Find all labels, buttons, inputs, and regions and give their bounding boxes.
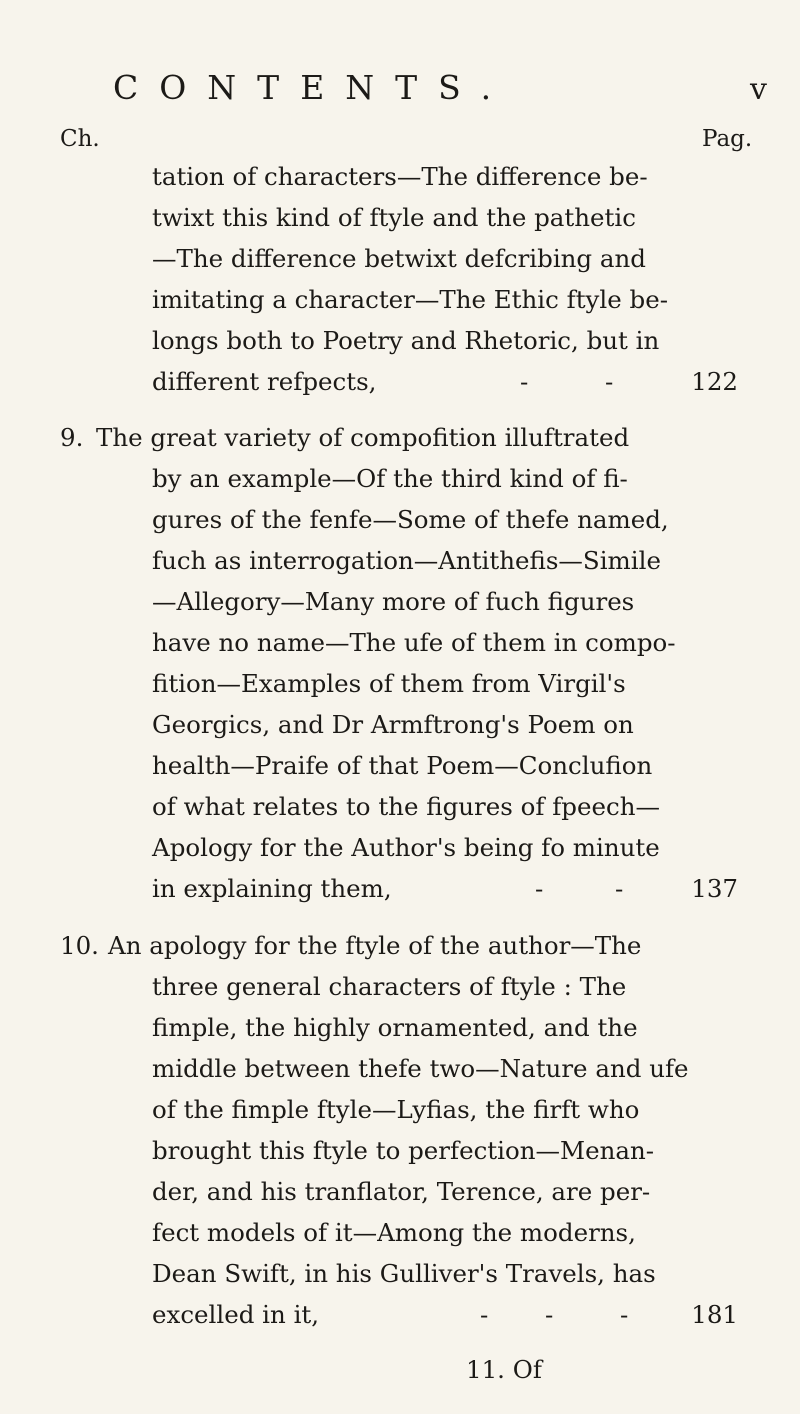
- entry-line: of the fimple ftyle—Lyfias, the firft who: [152, 1095, 640, 1124]
- entry-line: The great variety of compofition illuftrated: [96, 423, 630, 452]
- entry-number: 9.: [60, 423, 84, 452]
- leader-dash: -: [620, 1300, 629, 1329]
- entry-line: der, and his tranflator, Terence, are per-: [152, 1177, 651, 1206]
- entry-line: three general characters of ftyle : The: [152, 972, 627, 1001]
- entry-line: —The difference betwixt defcribing and: [152, 244, 646, 273]
- leader-dash: -: [615, 874, 624, 903]
- entry-page: 181: [691, 1300, 738, 1329]
- entry-line: imitating a character—The Ethic ftyle be-: [152, 285, 668, 314]
- entry-line: fect models of it—Among the moderns,: [152, 1218, 636, 1247]
- entry-line: of what relates to the figures of fpeech—: [152, 792, 660, 821]
- entry-line: middle between thefe two—Nature and ufe: [152, 1054, 689, 1083]
- page-column-label: Pag.: [702, 126, 753, 152]
- entry-line: Georgics, and Dr Armftrong's Poem on: [152, 710, 634, 739]
- entry-line: longs both to Poetry and Rhetoric, but in: [152, 326, 660, 355]
- leader-dash: -: [605, 367, 614, 396]
- entry-line: Apology for the Author's being fo minute: [152, 833, 660, 862]
- entry-page: 122: [691, 367, 738, 396]
- entry-line: An apology for the ftyle of the author—The: [108, 931, 642, 960]
- entry-line: tation of characters—The difference be-: [152, 162, 648, 191]
- entry-line: different refpects,: [152, 367, 377, 396]
- entry-line: fition—Examples of them from Virgil's: [152, 669, 626, 698]
- entry-line: —Allegory—Many more of fuch figures: [152, 587, 635, 616]
- leader-dash: -: [480, 1300, 489, 1329]
- entry-page: 137: [691, 874, 738, 903]
- entry-line: excelled in it,: [152, 1300, 320, 1329]
- leader-dash: -: [520, 367, 529, 396]
- entry-line: by an example—Of the third kind of fi-: [152, 464, 628, 493]
- page-number: v: [750, 72, 767, 107]
- catchword: 11. Of: [466, 1355, 542, 1384]
- entry-line: brought this ftyle to perfection—Menan-: [152, 1136, 655, 1165]
- entry-line: Dean Swift, in his Gulliver's Travels, has: [152, 1259, 656, 1288]
- entry-line: have no name—The ufe of them in compo-: [152, 628, 676, 657]
- leader-dash: -: [545, 1300, 554, 1329]
- entry-line: in explaining them,: [152, 874, 392, 903]
- entry-line: fuch as interrogation—Antithefis—Simile: [152, 546, 661, 575]
- entry-line: fimple, the highly ornamented, and the: [152, 1013, 638, 1042]
- running-header: CONTENTS.: [113, 68, 513, 107]
- entry-line: twixt this kind of ftyle and the pathetic: [152, 203, 636, 232]
- entry-number: 10.: [60, 931, 99, 960]
- entry-line: health—Praife of that Poem—Conclufion: [152, 751, 653, 780]
- chapter-column-label: Ch.: [60, 126, 100, 152]
- entry-line: gures of the fenfe—Some of thefe named,: [152, 505, 669, 534]
- leader-dash: -: [535, 874, 544, 903]
